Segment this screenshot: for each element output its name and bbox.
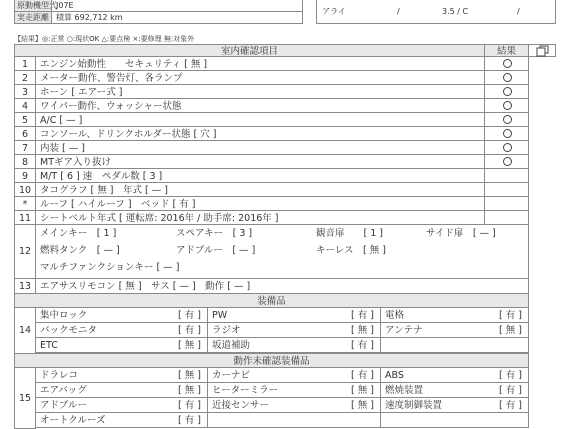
equipment-cell xyxy=(380,367,529,383)
row-number: 1 xyxy=(21,59,29,70)
equipment-cell xyxy=(380,382,529,398)
equipment-label: 集中ロック xyxy=(40,310,88,321)
equipment-label: アンテナ xyxy=(385,325,423,336)
row-number-cell xyxy=(14,140,36,155)
equipment-cell xyxy=(207,382,381,398)
result-circle-icon xyxy=(503,87,512,96)
row-number: 10 xyxy=(18,185,32,196)
equipment-value: [ 無 ] xyxy=(178,370,201,381)
row-number: 12 xyxy=(18,246,32,257)
row-number-cell xyxy=(14,98,36,113)
result-cell xyxy=(484,140,529,155)
fuel-tank-text: 燃料タンク [ — ] xyxy=(40,245,120,256)
equipment-header: 装備品 xyxy=(257,296,286,307)
row-number-cell xyxy=(14,84,36,99)
check-item-text: メーター動作、警告灯、各ランプ xyxy=(40,73,183,84)
arai-value: 3.5 / C xyxy=(442,7,469,16)
check-item-cell xyxy=(35,182,485,197)
check-item-cell xyxy=(35,84,485,99)
row-number: 7 xyxy=(21,143,29,154)
row-number: 13 xyxy=(18,281,32,292)
result-cell xyxy=(484,126,529,141)
row-number-cell xyxy=(14,56,36,71)
check-item-cell xyxy=(35,140,485,155)
equipment-label: ヒーターミラー xyxy=(212,385,279,396)
equipment-label: 燃焼装置 xyxy=(385,385,424,396)
equipment-cell xyxy=(207,337,381,353)
result-circle-icon xyxy=(503,129,512,138)
equipment-label: ラジオ xyxy=(212,325,241,336)
row-number: 9 xyxy=(21,171,29,182)
equipment-label: バックモニタ xyxy=(40,325,98,336)
equipment-value: [ 有 ] xyxy=(351,310,374,321)
row-number-cell xyxy=(14,367,36,429)
unchecked-header: 動作未確認装備品 xyxy=(233,356,310,367)
row-number: 4 xyxy=(21,101,29,112)
kannon-door-text: 観音扉 [ 1 ] xyxy=(316,228,383,239)
check-item-text: コンソール、ドリンクホルダー状態 [ 穴 ] xyxy=(40,129,217,140)
check-item-text: ワイパー動作、ウォッシャー状態 xyxy=(40,101,182,112)
row-number: 8 xyxy=(21,157,29,168)
equipment-header-cell xyxy=(14,293,529,308)
equipment-label: 坂道補助 xyxy=(212,340,251,351)
arai-label: アライ xyxy=(322,7,346,16)
check-item-text: 内装 [ — ] xyxy=(40,143,85,154)
equipment-cell xyxy=(380,397,529,413)
equipment-cell xyxy=(207,397,381,413)
equipment-label: カーナビ xyxy=(212,370,251,381)
result-circle-icon xyxy=(503,143,512,152)
row-number-cell xyxy=(14,182,36,197)
row-number-cell xyxy=(14,154,36,169)
air-suspension-text: エアサスリモコン [ 無 ] サス [ — ] 動作 [ — ] xyxy=(40,281,251,292)
equipment-label: PW xyxy=(212,310,228,321)
copy-icon[interactable] xyxy=(536,45,550,57)
equipment-cell xyxy=(207,367,381,383)
row-number-cell xyxy=(14,224,36,279)
row-number: 5 xyxy=(21,115,29,126)
result-cell xyxy=(484,168,529,183)
check-item-text: ルーフ [ ハイルーフ ] ベッド [ 有 ] xyxy=(40,199,196,210)
equipment-value: [ 無 ] xyxy=(351,400,374,411)
result-header: 結果 xyxy=(496,46,516,57)
result-circle-icon xyxy=(503,73,512,82)
equipment-value: [ 無 ] xyxy=(351,385,374,396)
spare-key-text: スペアキー [ 3 ] xyxy=(176,228,253,239)
equipment-cell xyxy=(35,307,208,323)
result-cell xyxy=(484,56,529,71)
equipment-value: [ 有 ] xyxy=(351,370,374,381)
equipment-value: [ 無 ] xyxy=(178,340,201,351)
equipment-value: [ 有 ] xyxy=(499,370,522,381)
equipment-cell xyxy=(35,322,208,338)
row-number: 2 xyxy=(21,73,29,84)
row-number-cell xyxy=(14,210,36,225)
equipment-label: 近接センサー xyxy=(212,400,270,411)
result-circle-icon xyxy=(503,59,512,68)
result-legend: 【結果】◎:正常 ○:現状OK △:要点検 ×:要修理 無:対象外 xyxy=(14,35,195,43)
result-cell xyxy=(484,84,529,99)
copy-icon-cell[interactable] xyxy=(528,44,556,57)
equipment-label: ABS xyxy=(385,370,404,381)
result-circle-icon xyxy=(503,101,512,110)
row-number: 3 xyxy=(21,87,29,98)
row-number: * xyxy=(22,199,28,210)
adblue-text: アドブルー [ — ] xyxy=(176,245,256,256)
row-number-cell xyxy=(14,70,36,85)
equipment-label: ドラレコ xyxy=(40,370,79,381)
equipment-value: [ 無 ] xyxy=(178,385,201,396)
result-cell xyxy=(484,210,529,225)
equipment-value: [ 有 ] xyxy=(178,415,201,426)
equipment-label: ETC xyxy=(40,340,58,351)
arai-slash-1: / xyxy=(397,7,400,16)
arai-cell xyxy=(316,0,556,24)
result-cell xyxy=(484,112,529,127)
equipment-cell xyxy=(207,322,381,338)
check-item-cell xyxy=(35,98,485,113)
row-number: 15 xyxy=(18,393,32,404)
multifunction-key-text: マルチファンクションキー [ — ] xyxy=(40,262,180,273)
main-key-text: メインキー [ 1 ] xyxy=(40,228,117,239)
check-item-cell xyxy=(35,70,485,85)
equipment-value: [ 有 ] xyxy=(499,385,522,396)
equipment-value: [ 有 ] xyxy=(499,310,522,321)
equipment-label: 電格 xyxy=(385,310,405,321)
mileage-label: 実走距離 xyxy=(17,13,49,22)
arai-slash-2: / xyxy=(517,7,520,16)
equipment-cell xyxy=(380,322,529,338)
check-item-text: MTギア入り抜け xyxy=(40,157,111,168)
keyless-text: キーレス [ 無 ] xyxy=(316,245,386,256)
engine-type-value: J07E xyxy=(56,1,74,10)
mileage-value-cell xyxy=(51,11,303,24)
row-number: 14 xyxy=(18,325,32,336)
equipment-label: オートクルーズ xyxy=(40,415,106,426)
row-number-cell xyxy=(14,126,36,141)
check-item-text: A/C [ — ] xyxy=(40,115,83,126)
result-cell xyxy=(484,196,529,211)
key-info-cell xyxy=(35,224,529,279)
result-cell xyxy=(484,70,529,85)
equipment-value: [ 有 ] xyxy=(351,340,374,351)
row-number: 6 xyxy=(21,129,29,140)
row-number-cell xyxy=(14,278,36,294)
side-door-text: サイド扉 [ — ] xyxy=(426,228,496,239)
equipment-value: [ 無 ] xyxy=(499,325,522,336)
check-item-cell xyxy=(35,126,485,141)
interior-header: 室内確認項目 xyxy=(220,46,278,57)
result-cell xyxy=(484,154,529,169)
check-item-text: M/T [ 6 ] 速 ペダル数 [ 3 ] xyxy=(40,171,163,182)
equipment-cell xyxy=(35,367,208,383)
unchecked-header-cell xyxy=(14,353,529,368)
row-number-cell xyxy=(14,112,36,127)
result-cell xyxy=(484,98,529,113)
check-item-cell xyxy=(35,210,485,225)
equipment-value: [ 有 ] xyxy=(178,310,201,321)
check-item-cell xyxy=(35,112,485,127)
equipment-cell xyxy=(35,397,208,413)
check-item-text: エンジン始動性 セキュリティ [ 無 ] xyxy=(40,59,208,70)
equipment-cell xyxy=(35,337,208,353)
check-item-cell xyxy=(35,168,485,183)
check-item-text: シートベルト年式 [ 運転席: 2016年 / 助手席: 2016年 ] xyxy=(40,213,279,224)
result-circle-icon xyxy=(503,115,512,124)
equipment-value: [ 有 ] xyxy=(499,400,522,411)
check-item-text: ホーン [ エアー式 ] xyxy=(40,87,123,98)
equipment-cell xyxy=(380,337,529,353)
equipment-value: [ 有 ] xyxy=(178,325,201,336)
check-item-cell xyxy=(35,196,485,211)
equipment-value: [ 有 ] xyxy=(178,400,201,411)
row-number-cell xyxy=(14,307,36,354)
row-number-cell xyxy=(14,168,36,183)
result-circle-icon xyxy=(503,157,512,166)
air-suspension-cell xyxy=(35,278,529,294)
equipment-cell xyxy=(380,307,529,323)
mileage-value: 積算 692,712 km xyxy=(56,13,123,22)
result-cell xyxy=(484,182,529,197)
equipment-cell xyxy=(35,382,208,398)
check-item-cell xyxy=(35,56,485,71)
equipment-label: アドブルー xyxy=(40,400,87,411)
equipment-cell xyxy=(207,307,381,323)
mileage-label-cell xyxy=(14,11,52,24)
check-item-cell xyxy=(35,154,485,169)
row-number-cell xyxy=(14,196,36,211)
equipment-label: エアバッグ xyxy=(40,385,87,396)
row-number: 11 xyxy=(18,213,32,224)
engine-type-label: 原動機型式 xyxy=(17,1,57,10)
check-item-text: タコグラフ [ 無 ] 年式 [ — ] xyxy=(40,185,168,196)
equipment-value: [ 無 ] xyxy=(351,325,374,336)
equipment-label: 速度制御装置 xyxy=(385,400,443,411)
